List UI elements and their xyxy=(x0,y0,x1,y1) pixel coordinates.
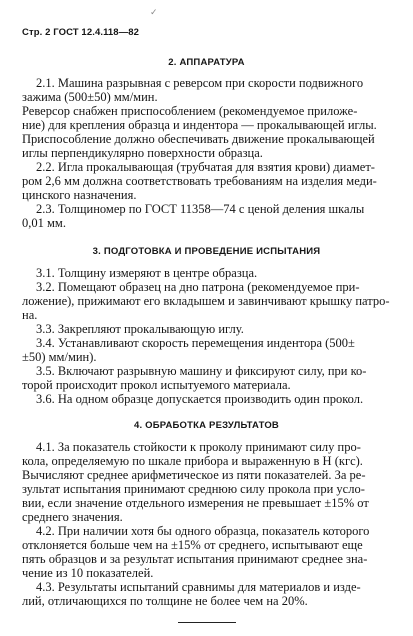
text-line: 2.1. Машина разрывная с реверсом при скорости подвижного xyxy=(36,76,364,90)
text-line: зультат испытания принимают среднюю силу прокола при усло- xyxy=(22,482,365,496)
section-title-results: 4. ОБРАБОТКА РЕЗУЛЬТАТОВ xyxy=(133,420,279,431)
text-line: кола, определяемую по шкале прибора и выраженную в Н (кгс). xyxy=(22,454,363,468)
text-line: ром 2,6 мм должна соответствовать требованиям на изделия меди- xyxy=(22,174,377,188)
text-line: чение из 10 показателей. xyxy=(22,566,154,580)
text-line: Вычисляют среднее арифметическое из пяти показателей. За ре- xyxy=(22,468,366,482)
section-title-preparation: 3. ПОДГОТОВКА И ПРОВЕДЕНИЕ ИСПЫТАНИЯ xyxy=(92,246,321,257)
text-line: ±50) мм/мин). xyxy=(22,350,97,364)
section-title-apparatus: 2. АППАРАТУРА xyxy=(168,57,245,68)
text-line: лий, отличающихся по толщине не более чем на 20%. xyxy=(22,594,308,608)
text-line: 4.3. Результаты испытаний сравнимы для материалов и изде- xyxy=(36,580,361,594)
text-line: среднего значения. xyxy=(22,510,123,524)
handwritten-checkmark: ✓ xyxy=(150,8,158,18)
text-line: отклоняется больше чем на ±15% от среднего, испытывают еще xyxy=(22,538,363,552)
page-header: Стр. 2 ГОСТ 12.4.118—82 xyxy=(22,27,140,38)
text-line: ние) для крепления образца и индентора — прокалывающей иглы. xyxy=(22,118,377,132)
text-line: 3.3. Закрепляют прокалывающую иглу. xyxy=(36,322,244,336)
text-line: иглы перпендикулярно поверхности образца. xyxy=(22,146,263,160)
text-line: 3.1. Толщину измеряют в центре образца. xyxy=(36,266,258,280)
text-line: цинского назначения. xyxy=(22,188,137,202)
text-line: 4.1. За показатель стойкости к проколу принимают силу про- xyxy=(36,440,361,454)
end-divider xyxy=(178,622,236,623)
text-line: 3.2. Помещают образец на дно патрона (рекомендуемое при- xyxy=(36,280,360,294)
text-line: Реверсор снабжен приспособлением (рекомендуемое приложе- xyxy=(22,104,358,118)
text-line: 0,01 мм. xyxy=(22,216,66,230)
text-line: Приспособление должно обеспечивать движение прокалывающей xyxy=(22,132,375,146)
text-line: 2.3. Толщиномер по ГОСТ 11358—74 с ценой деления шкалы xyxy=(36,202,365,216)
text-line: 3.4. Устанавливают скорость перемещения индентора (500± xyxy=(36,336,355,350)
text-line: вии, если значение отдельного измерения не превышает ±15% от xyxy=(22,496,369,510)
text-line: торой происходит прокол испытуемого материала. xyxy=(22,378,291,392)
text-line: на. xyxy=(22,308,38,322)
text-line: 3.5. Включают разрывную машину и фиксируют силу, при ко- xyxy=(36,364,367,378)
text-line: 4.2. При наличии хотя бы одного образца, показатель которого xyxy=(36,524,370,538)
text-line: 3.6. На одном образце допускается производить один прокол. xyxy=(36,392,364,406)
text-line: пять образцов и за результат испытания принимают среднее зна- xyxy=(22,552,368,566)
text-line: зажима (500±50) мм/мин. xyxy=(22,90,158,104)
text-line: ложение), прижимают его вкладышем и завинчивают крышку патро- xyxy=(22,294,390,308)
text-line: 2.2. Игла прокалывающая (трубчатая для взятия крови) диамет- xyxy=(36,160,375,174)
